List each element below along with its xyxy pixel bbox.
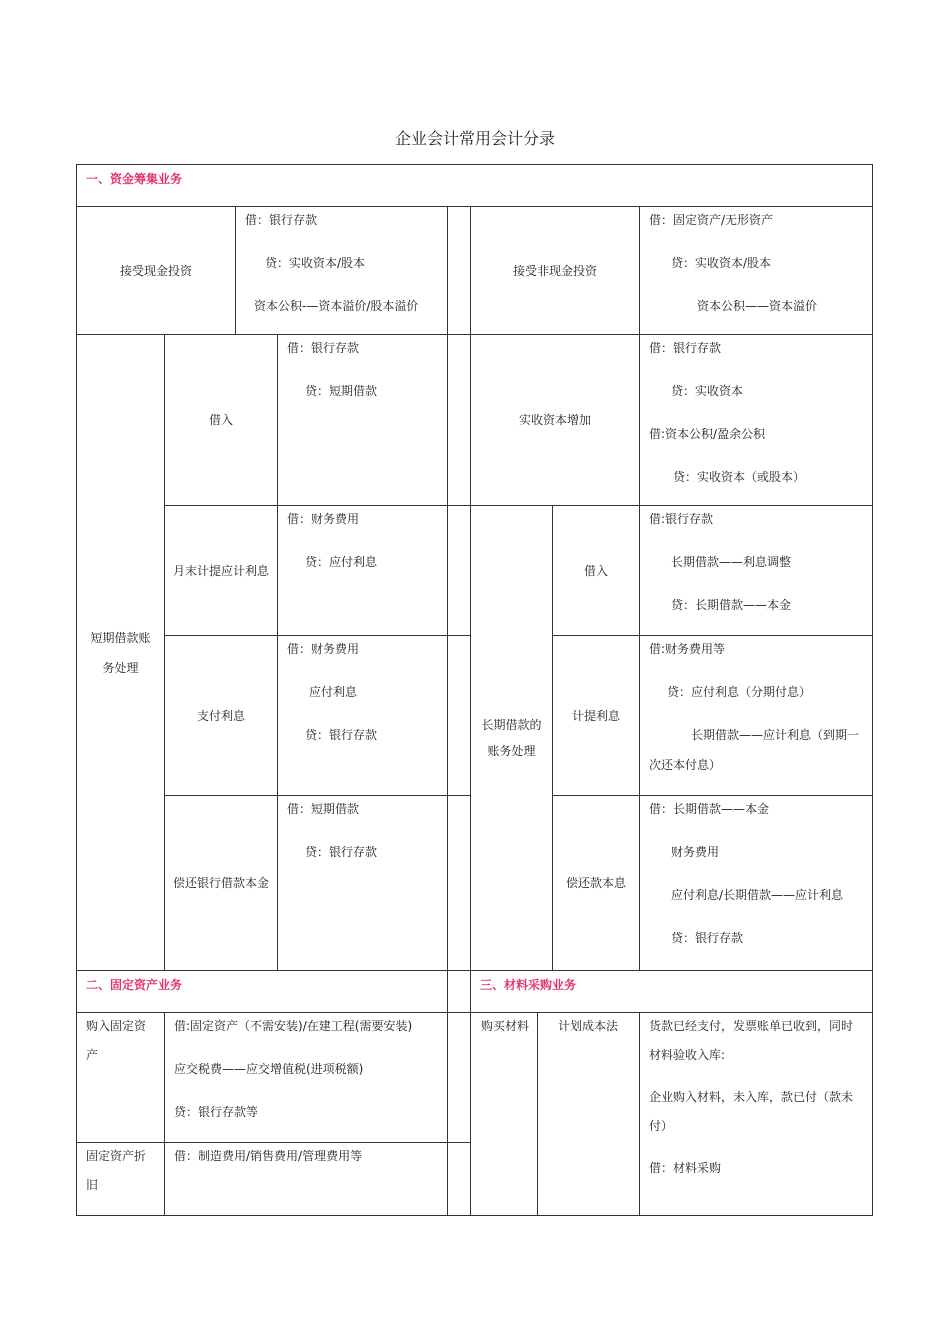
short-borrow-entry xyxy=(277,334,448,506)
noncash-invest-entry xyxy=(639,206,873,335)
page-title: 企业会计常用会计分录 xyxy=(394,129,555,148)
materials-label-text: 购买材料 xyxy=(481,1019,530,1033)
section-header-fixed-assets: 二、固定资产业务 xyxy=(76,970,448,1013)
fa-purchase-entry xyxy=(164,1012,448,1143)
spacer-column xyxy=(447,635,471,796)
entry-line: 借：银行存款 xyxy=(245,213,318,227)
entry-line: 借:固定资产（不需安装)/在建工程(需要安装) xyxy=(174,1019,413,1033)
entry-line: 贷：实收资本（或股本） xyxy=(673,470,806,484)
long-loan-label xyxy=(470,505,553,971)
fa-purchase-label-text: 购入固定资产 xyxy=(86,1019,147,1062)
entry-line: 贷：长期借款——本金 xyxy=(671,598,792,612)
entry-line: 贷：银行存款 xyxy=(305,728,378,742)
short-loan-label xyxy=(76,334,165,971)
materials-text-3: 借：材料采购 xyxy=(649,1161,722,1175)
entry-line: 应付利息/长期借款——应计利息 xyxy=(671,888,844,902)
entry-line: 贷：银行存款等 xyxy=(174,1105,259,1119)
cash-invest-entry xyxy=(235,206,448,335)
noncash-invest-label: 接受非现金投资 xyxy=(470,206,640,335)
long-interest-entry xyxy=(639,635,873,796)
cash-invest-label: 接受现金投资 xyxy=(76,206,236,335)
spacer-column xyxy=(447,334,471,506)
entry-line: 借：财务费用 xyxy=(287,512,360,526)
materials-entry xyxy=(639,1012,873,1216)
long-repay-label: 偿还款本息 xyxy=(552,795,640,971)
section-header-materials: 三、材料采购业务 xyxy=(470,970,873,1013)
fa-depreciation-entry xyxy=(164,1142,448,1216)
entry-line: 次还本付息） xyxy=(649,758,722,772)
section-header-funding: 一、资金筹集业务 xyxy=(76,164,873,207)
entry-line: 贷：银行存款 xyxy=(671,931,744,945)
spacer-column xyxy=(447,970,471,1013)
entry-line: 借：制造费用/销售费用/管理费用等 xyxy=(174,1149,363,1163)
long-repay-entry xyxy=(639,795,873,971)
entry-line: 贷：实收资本 xyxy=(671,384,744,398)
materials-text-2: 企业购入材料，未入库，款已付（款未付） xyxy=(649,1090,854,1133)
entry-line: 借:财务费用等 xyxy=(649,642,726,656)
entry-line: 贷：实收资本/股本 xyxy=(265,256,366,270)
entry-line: 应付利息 xyxy=(309,685,358,699)
entry-line: 借：短期借款 xyxy=(287,802,360,816)
short-loan-label-text: 短期借款账务处理 xyxy=(90,630,151,675)
entry-line: 借：固定资产/无形资产 xyxy=(649,213,774,227)
entry-line: 借：银行存款 xyxy=(287,341,360,355)
capital-increase-entry xyxy=(639,334,873,506)
short-repay-label: 偿还银行借款本金 xyxy=(164,795,278,971)
fa-depreciation-label xyxy=(76,1142,165,1216)
short-pay-entry xyxy=(277,635,448,796)
spacer-column xyxy=(447,1012,471,1143)
entry-line: 贷：实收资本/股本 xyxy=(671,256,772,270)
spacer-column xyxy=(447,795,471,971)
long-borrow-label: 借入 xyxy=(552,505,640,636)
fa-purchase-label xyxy=(76,1012,165,1143)
short-repay-entry xyxy=(277,795,448,971)
materials-text-1: 货款已经支付，发票账单已收到，同时材料验收入库: xyxy=(649,1019,854,1062)
entry-line: 资本公积——资本溢价 xyxy=(697,299,818,313)
short-borrow-label: 借入 xyxy=(164,334,278,506)
long-borrow-entry xyxy=(639,505,873,636)
entry-line: 贷：应付利息 xyxy=(305,555,378,569)
entry-line: 借:银行存款 xyxy=(649,512,714,526)
capital-increase-label: 实收资本增加 xyxy=(470,334,640,506)
entry-line: 长期借款——利息调整 xyxy=(671,555,792,569)
spacer-column xyxy=(447,206,471,335)
journal-table xyxy=(77,165,873,1217)
entry-line: 应交税费——应交增值税(进项税额) xyxy=(174,1062,364,1076)
entry-line: 资本公积-—资本溢价/股本溢价 xyxy=(254,299,419,313)
materials-method-text: 计划成本法 xyxy=(558,1019,619,1033)
spacer-column xyxy=(447,1142,471,1216)
entry-line: 财务费用 xyxy=(671,845,720,859)
short-pay-label: 支付利息 xyxy=(164,635,278,796)
fa-depreciation-label-text: 固定资产折旧 xyxy=(86,1149,147,1192)
materials-method xyxy=(537,1012,640,1216)
entry-line: 贷：应付利息（分期付息） xyxy=(667,685,812,699)
long-interest-label: 计提利息 xyxy=(552,635,640,796)
entry-line: 借：财务费用 xyxy=(287,642,360,656)
short-accrue-entry xyxy=(277,505,448,636)
long-loan-label-text: 长期借款的账务处理 xyxy=(481,718,542,758)
entry-line: 贷：短期借款 xyxy=(305,384,378,398)
entry-line: 借:资本公积/盈余公积 xyxy=(649,427,766,441)
spacer-column xyxy=(447,505,471,636)
materials-label xyxy=(470,1012,538,1216)
short-accrue-label: 月末计提应计利息 xyxy=(164,505,278,636)
entry-line: 借：长期借款——本金 xyxy=(649,802,770,816)
entry-line: 长期借款——应计利息（到期一 xyxy=(691,728,860,742)
entry-line: 贷：银行存款 xyxy=(305,845,378,859)
entry-line: 借：银行存款 xyxy=(649,341,722,355)
